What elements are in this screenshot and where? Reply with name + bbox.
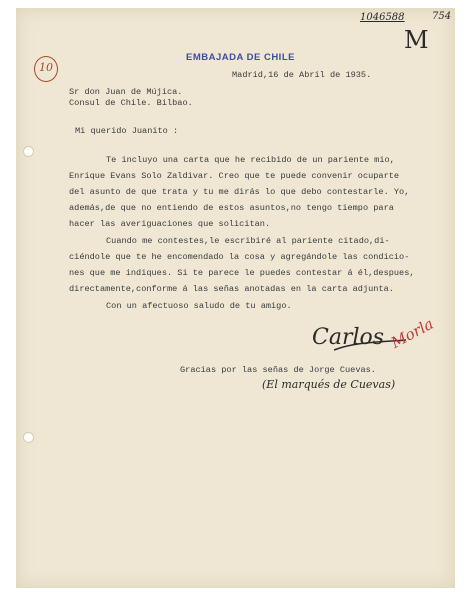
signature: Carlos — [312, 325, 385, 350]
circled-number-text: 10 — [39, 61, 53, 74]
body-line: Cuando me contestes,le escribiré al pariente citado,di- — [106, 236, 390, 246]
recipient-name: Sr don Juan de Mújica. — [69, 87, 183, 97]
body-line: del asunto de que trata y tu me dirás lo que debo contestarle. Yo, — [69, 187, 410, 197]
handwritten-note: (El marqués de Cuevas) — [262, 378, 396, 391]
salutation: Mi querido Juanito : — [75, 126, 179, 136]
closing-line: Con un afectuoso saludo de tu amigo. — [106, 301, 292, 311]
body-line: directamente,conforme á las señas anotadas en la carta adjunta. — [69, 284, 394, 294]
postscript: Gracias por las señas de Jorge Cuevas. — [180, 365, 376, 375]
body-line: hacer las averiguaciones que solicitan. — [69, 219, 271, 229]
recipient-address: Consul de Chile. Bilbao. — [69, 98, 193, 108]
date-line: Madrid,16 de Abril de 1935. — [232, 70, 372, 80]
body-line: nes que me indiques. Si te parece le puedes contestar á él,despues, — [69, 268, 415, 278]
archive-number-secondary: 754 — [432, 11, 452, 22]
corner-initial: M — [404, 26, 429, 54]
red-handwritten-note: Morla — [388, 314, 437, 352]
letterhead: EMBAJADA DE CHILE — [186, 52, 295, 63]
body-line: Enrique Evans Solo Zaldivar. Creo que te puede convenir ocuparte — [69, 171, 400, 181]
punch-hole — [23, 432, 34, 443]
punch-hole — [23, 146, 34, 157]
archive-number: 1046588 — [360, 12, 405, 23]
body-line: Te incluyo una carta que he recibido de un pariente mio, — [106, 155, 395, 165]
circled-number — [34, 56, 58, 82]
body-line: además,de que no entiendo de estos asuntos,no tengo tiempo para — [69, 203, 394, 213]
body-line: ciéndole que te he encomendado la cosa y agregándole las condicio- — [69, 252, 410, 262]
